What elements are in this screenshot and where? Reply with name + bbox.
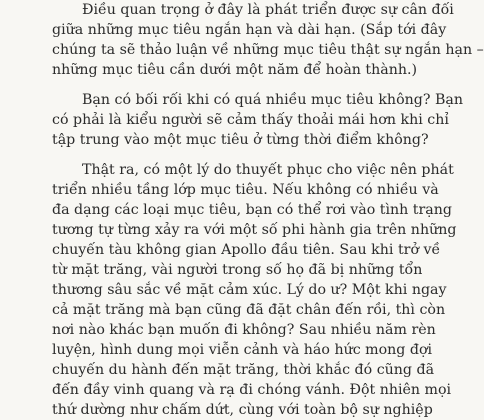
text-line: chuyến tàu không gian Apollo đầu tiên. Sau khi trở về xyxy=(52,242,441,258)
text-line: giữa những mục tiêu ngắn hạn và dài hạn. (Sắp tới đây xyxy=(52,22,447,38)
text-line: từ mặt trăng, vài người trong số họ đã bị những tổn xyxy=(52,262,423,278)
text-line: đến đầy vinh quang và rạ đi chóng vánh. Đột nhiên mọi xyxy=(52,382,452,398)
text-line: nơi nào khác bạn muốn đi không? Sau nhiều năm rèn xyxy=(52,322,436,338)
text-line: triển nhiều tầng lớp mục tiêu. Nếu không có nhiều và xyxy=(52,182,439,198)
text-line: Bạn có bối rối khi có quá nhiều mục tiêu không? Bạn xyxy=(82,92,463,108)
text-line: đa dạng các loại mục tiêu, bạn có thể rơi vào tình trạng xyxy=(52,202,452,218)
text-line: tương tự từng xảy ra với một số phi hành gia trên những xyxy=(52,222,457,238)
text-line: chúng ta sẽ thảo luận về những mục tiêu thật sự ngắn hạn – xyxy=(52,42,484,58)
text-line: tập trung vào một mục tiêu ở từng thời điểm không? xyxy=(52,132,429,148)
text-line: chuyến du hành đến mặt trăng, thời khắc đó cũng đã xyxy=(52,362,435,378)
text-line: những mục tiêu cần dưới một năm để hoàn thành.) xyxy=(52,62,418,78)
text-line: cả mặt trăng mà bạn cũng đã đặt chân đến rồi, thì còn xyxy=(52,302,446,318)
text-line: luyện, hình dung mọi viễn cảnh và háo hức mong đợi xyxy=(52,342,433,358)
text-line: Điều quan trọng ở đây là phát triển được sự cân đối xyxy=(82,2,454,18)
text-line: có phải là kiểu người sẽ cảm thấy thoải mái hơn khi chỉ xyxy=(52,112,449,128)
text-line: thứ dường như chấm dứt, cùng với toàn bộ sự nghiệp xyxy=(52,402,433,418)
text-line: thương sâu sắc về mặt cảm xúc. Lý do ư? Một khi ngay xyxy=(52,282,447,298)
text-line: Thật ra, có một lý do thuyết phục cho việc nên phát xyxy=(82,162,454,178)
